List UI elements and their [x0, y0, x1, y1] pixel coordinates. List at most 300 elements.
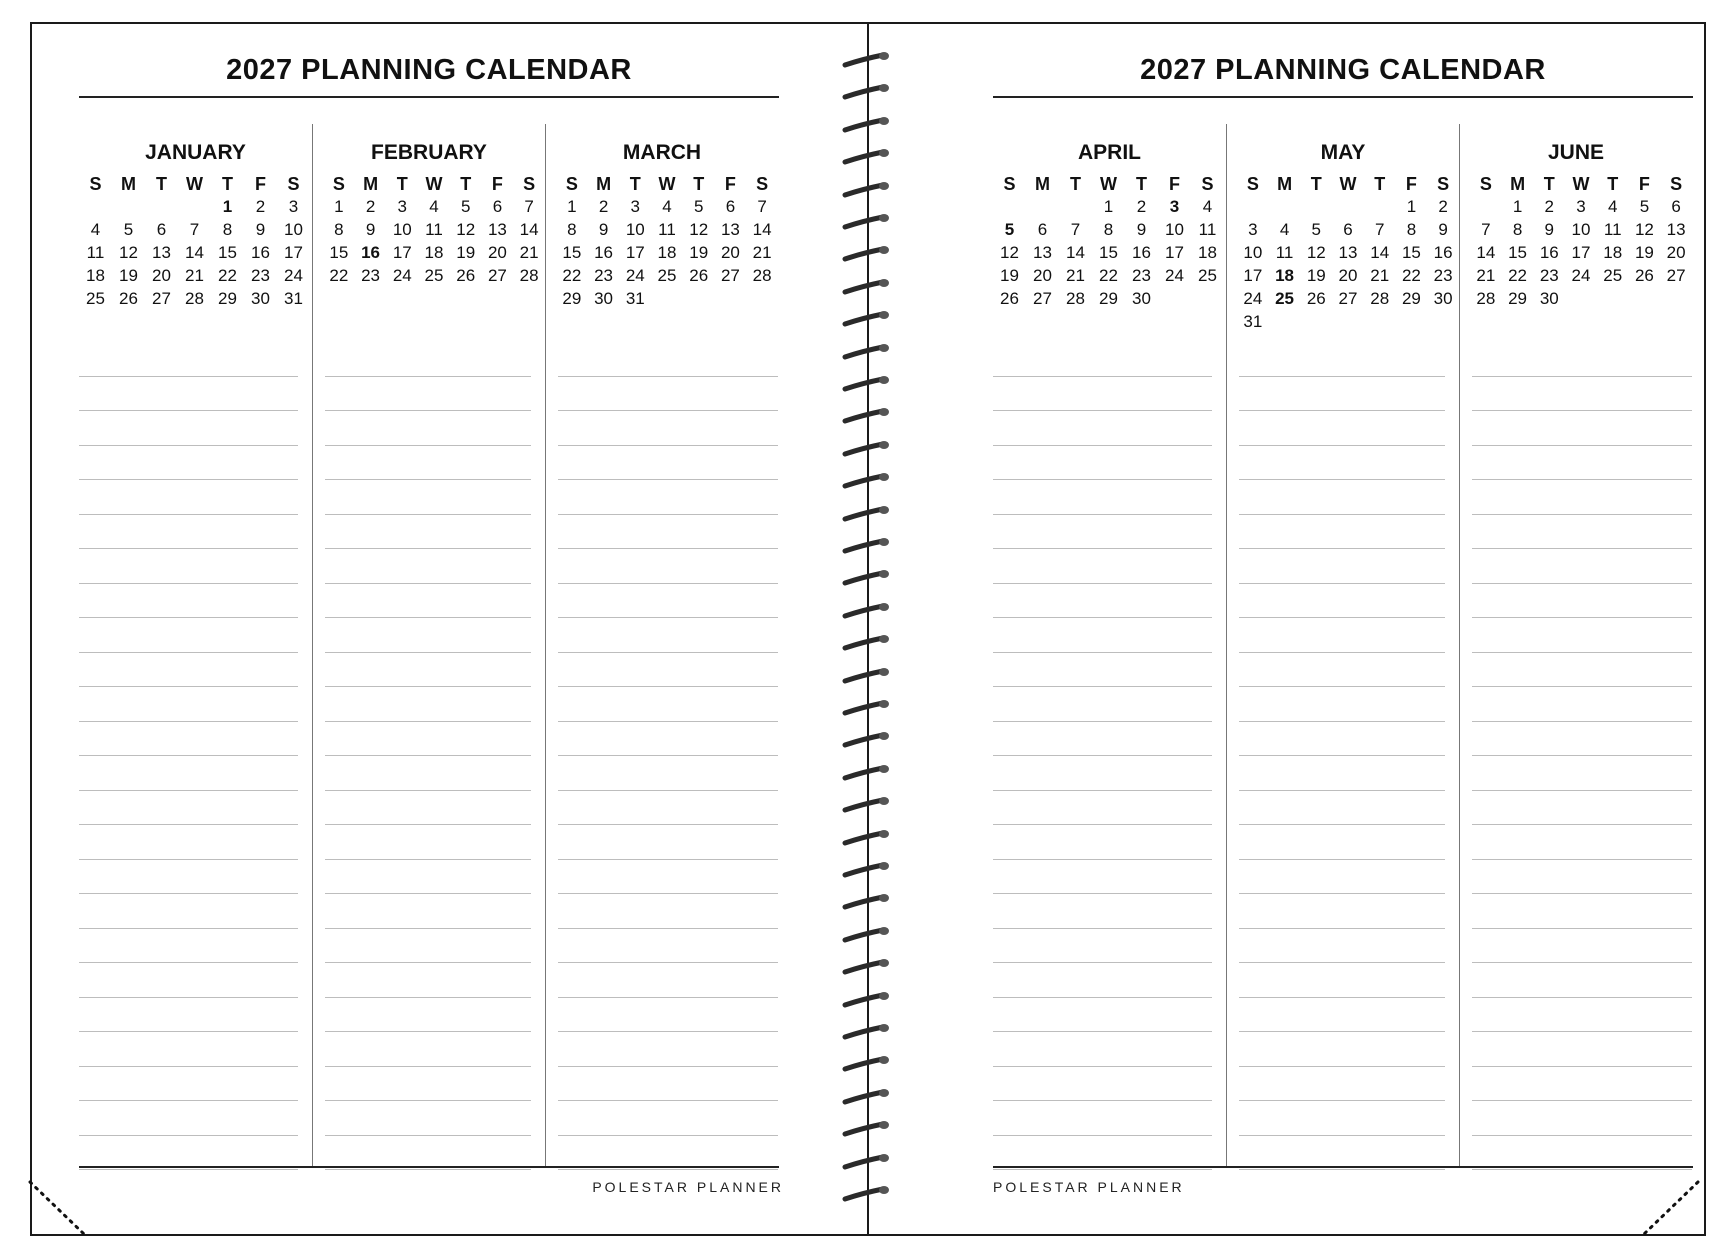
day-cell: 1	[334, 197, 344, 216]
day-cell: 16	[251, 243, 270, 262]
day-cell: 24	[625, 266, 645, 285]
note-line[interactable]	[325, 377, 531, 412]
day-cell	[1427, 310, 1459, 333]
note-line[interactable]	[1239, 791, 1445, 826]
day-cell: 18	[424, 243, 444, 262]
week-row	[556, 195, 778, 218]
weekday-label: T	[1543, 174, 1555, 194]
note-line[interactable]	[993, 860, 1212, 895]
spiral-ring	[841, 342, 891, 360]
note-line[interactable]	[993, 756, 1212, 791]
weekday-label: T	[222, 174, 233, 194]
note-line[interactable]	[325, 480, 531, 515]
spiral-ring	[841, 309, 891, 327]
day-cell: 2	[598, 197, 609, 216]
note-line[interactable]	[993, 618, 1212, 653]
spiral-ring	[841, 504, 891, 522]
spiral-ring	[841, 860, 891, 878]
note-line[interactable]	[325, 584, 531, 619]
note-line[interactable]	[558, 342, 778, 377]
week-row	[556, 241, 778, 264]
week-row	[993, 287, 1224, 310]
note-line[interactable]	[325, 722, 531, 757]
note-line[interactable]	[993, 1101, 1212, 1136]
day-cell: 28	[185, 289, 204, 308]
spiral-ring	[841, 795, 891, 813]
day-cell: 17	[1165, 243, 1184, 262]
note-line[interactable]	[1239, 687, 1445, 722]
day-cell: 31	[284, 289, 303, 308]
day-cell	[683, 287, 715, 310]
day-cell	[79, 195, 112, 218]
note-line[interactable]	[79, 825, 298, 860]
note-line[interactable]	[558, 929, 778, 964]
note-line[interactable]	[79, 377, 298, 412]
spiral-ring	[841, 1184, 891, 1202]
day-cell: 28	[1476, 289, 1496, 308]
note-line[interactable]	[1472, 618, 1692, 653]
note-line[interactable]	[79, 446, 298, 481]
note-line[interactable]	[1472, 480, 1692, 515]
weekday-label: M	[363, 174, 379, 194]
day-cell: 3	[1169, 197, 1180, 216]
week-row	[1470, 264, 1692, 287]
month-grid	[546, 195, 778, 335]
day-cell	[112, 195, 145, 218]
note-line[interactable]	[325, 963, 531, 998]
note-line[interactable]	[79, 860, 298, 895]
day-cell: 27	[1666, 266, 1686, 285]
day-cell: 25	[86, 289, 105, 308]
day-cell: 5	[460, 197, 471, 216]
week-row	[79, 241, 310, 264]
note-line[interactable]	[79, 756, 298, 791]
note-line[interactable]	[1472, 1136, 1692, 1171]
note-line[interactable]	[325, 791, 531, 826]
note-line[interactable]	[325, 1101, 531, 1136]
day-cell: 20	[152, 266, 171, 285]
day-cell: 20	[1033, 266, 1052, 285]
weekday-label: S	[1479, 174, 1492, 194]
note-line[interactable]	[558, 411, 778, 446]
note-line[interactable]	[325, 998, 531, 1033]
day-cell: 22	[329, 266, 349, 285]
day-cell: 30	[1132, 289, 1151, 308]
note-line[interactable]	[558, 377, 778, 412]
note-line[interactable]	[993, 1136, 1212, 1171]
week-row	[993, 264, 1224, 287]
note-line[interactable]	[1239, 860, 1445, 895]
day-cell: 15	[1099, 243, 1118, 262]
note-line[interactable]	[993, 894, 1212, 929]
note-line[interactable]	[1472, 515, 1692, 550]
week-row	[556, 264, 778, 287]
note-line[interactable]	[558, 1101, 778, 1136]
day-cell: 30	[1433, 289, 1453, 308]
weekday-label: T	[1070, 174, 1081, 194]
day-cell: 26	[1634, 266, 1654, 285]
note-line[interactable]	[993, 998, 1212, 1033]
day-cell	[1269, 310, 1301, 333]
day-cell: 14	[185, 243, 204, 262]
note-line[interactable]	[558, 653, 778, 688]
month-grid	[1460, 195, 1692, 335]
weekday-label: S	[523, 174, 536, 194]
weekday-label: S	[1201, 174, 1214, 194]
note-line[interactable]	[79, 618, 298, 653]
note-line[interactable]	[993, 446, 1212, 481]
note-line[interactable]	[1472, 929, 1692, 964]
spiral-ring	[841, 666, 891, 684]
note-line[interactable]	[1239, 411, 1445, 446]
note-line[interactable]	[79, 791, 298, 826]
day-cell: 21	[1476, 266, 1496, 285]
left-page	[32, 24, 870, 1234]
note-line[interactable]	[1239, 963, 1445, 998]
note-line[interactable]	[79, 894, 298, 929]
note-line[interactable]	[1239, 515, 1445, 550]
note-line[interactable]	[79, 929, 298, 964]
weekday-label: W	[425, 174, 443, 194]
note-line[interactable]	[558, 722, 778, 757]
note-line[interactable]	[1472, 653, 1692, 688]
note-line[interactable]	[993, 411, 1212, 446]
day-cell: 14	[1370, 243, 1390, 262]
day-cell	[1565, 287, 1597, 310]
note-line[interactable]	[1472, 963, 1692, 998]
note-line[interactable]	[1239, 1101, 1445, 1136]
note-line[interactable]	[993, 687, 1212, 722]
note-line[interactable]	[1472, 1067, 1692, 1102]
day-cell: 24	[392, 266, 412, 285]
note-line[interactable]	[79, 653, 298, 688]
note-line[interactable]	[558, 1067, 778, 1102]
note-line[interactable]	[79, 342, 298, 377]
day-cell: 7	[1070, 220, 1081, 239]
note-line[interactable]	[1239, 998, 1445, 1033]
note-line[interactable]	[1239, 377, 1445, 412]
note-line[interactable]	[1472, 549, 1692, 584]
months-container	[993, 124, 1693, 1168]
note-line[interactable]	[325, 894, 531, 929]
note-line[interactable]	[558, 549, 778, 584]
note-line[interactable]	[325, 342, 531, 377]
day-cell: 3	[288, 197, 299, 216]
note-line[interactable]	[1239, 1067, 1445, 1102]
note-line[interactable]	[558, 998, 778, 1033]
note-line[interactable]	[993, 963, 1212, 998]
spiral-ring	[841, 730, 891, 748]
spiral-ring	[841, 212, 891, 230]
note-line[interactable]	[1239, 584, 1445, 619]
note-line[interactable]	[325, 653, 531, 688]
note-line[interactable]	[1239, 1032, 1445, 1067]
week-row	[993, 218, 1224, 241]
note-line[interactable]	[1472, 825, 1692, 860]
day-cell: 24	[1571, 266, 1591, 285]
day-cell: 16	[1539, 243, 1559, 262]
spiral-ring	[841, 828, 891, 846]
month-grid	[993, 195, 1226, 335]
day-cell: 5	[693, 197, 704, 216]
spiral-ring	[841, 601, 891, 619]
note-line[interactable]	[79, 722, 298, 757]
day-cell	[1026, 195, 1059, 218]
day-cell: 27	[1338, 289, 1358, 308]
note-line[interactable]	[558, 687, 778, 722]
day-cell: 10	[1571, 220, 1591, 239]
day-cell: 15	[562, 243, 582, 262]
week-row	[1237, 264, 1459, 287]
day-cell: 18	[1275, 266, 1295, 285]
note-line[interactable]	[79, 1136, 298, 1171]
day-cell: 2	[1544, 197, 1555, 216]
day-cell: 12	[1306, 243, 1326, 262]
day-cell: 2	[1136, 197, 1147, 216]
spiral-ring	[841, 957, 891, 975]
note-line[interactable]	[325, 1032, 531, 1067]
note-line[interactable]	[79, 1101, 298, 1136]
day-cell: 20	[720, 243, 740, 262]
weekday-label: S	[565, 174, 578, 194]
note-line[interactable]	[558, 1032, 778, 1067]
note-line[interactable]	[993, 515, 1212, 550]
note-line[interactable]	[325, 687, 531, 722]
note-line[interactable]	[558, 894, 778, 929]
day-cell: 23	[594, 266, 614, 285]
week-row	[79, 287, 310, 310]
spiral-ring	[841, 439, 891, 457]
day-cell: 1	[222, 197, 233, 216]
note-line[interactable]	[1239, 342, 1445, 377]
note-line[interactable]	[993, 342, 1212, 377]
weekday-label: F	[1169, 174, 1180, 194]
note-line[interactable]	[993, 1032, 1212, 1067]
note-line[interactable]	[993, 825, 1212, 860]
note-line[interactable]	[325, 411, 531, 446]
day-cell	[651, 287, 683, 310]
weekday-label: W	[186, 174, 203, 194]
note-line[interactable]	[1472, 342, 1692, 377]
note-line[interactable]	[558, 756, 778, 791]
note-line[interactable]	[79, 687, 298, 722]
note-line[interactable]	[993, 722, 1212, 757]
note-line[interactable]	[1239, 618, 1445, 653]
note-line[interactable]	[325, 515, 531, 550]
note-line[interactable]	[79, 963, 298, 998]
note-line[interactable]	[1239, 549, 1445, 584]
note-line[interactable]	[1239, 446, 1445, 481]
spiral-ring	[841, 406, 891, 424]
note-line[interactable]	[993, 549, 1212, 584]
day-cell: 26	[1306, 289, 1326, 308]
note-line[interactable]	[1472, 1101, 1692, 1136]
week-row	[556, 287, 778, 310]
note-line[interactable]	[558, 618, 778, 653]
day-cell: 8	[222, 220, 233, 239]
spiral-ring	[841, 1054, 891, 1072]
day-cell: 26	[119, 289, 138, 308]
note-line[interactable]	[993, 377, 1212, 412]
note-line[interactable]	[325, 756, 531, 791]
day-cell: 14	[519, 220, 539, 239]
note-line[interactable]	[1239, 756, 1445, 791]
week-row	[1237, 218, 1459, 241]
spiral-ring	[841, 147, 891, 165]
note-line[interactable]	[79, 998, 298, 1033]
note-line[interactable]	[79, 515, 298, 550]
note-line[interactable]	[79, 480, 298, 515]
note-line[interactable]	[325, 860, 531, 895]
day-cell: 31	[1243, 312, 1263, 331]
note-line[interactable]	[558, 446, 778, 481]
note-line[interactable]	[325, 446, 531, 481]
note-line[interactable]	[1239, 722, 1445, 757]
note-line[interactable]	[79, 584, 298, 619]
note-line[interactable]	[558, 963, 778, 998]
day-cell: 21	[185, 266, 204, 285]
day-cell: 3	[1576, 197, 1586, 216]
day-cell: 26	[689, 266, 709, 285]
note-line[interactable]	[325, 929, 531, 964]
day-cell: 5	[123, 220, 134, 239]
day-cell: 29	[1508, 289, 1528, 308]
note-line[interactable]	[1239, 825, 1445, 860]
weekday-label: S	[89, 174, 102, 194]
right-page	[870, 24, 1706, 1234]
note-line[interactable]	[993, 791, 1212, 826]
note-line[interactable]	[325, 618, 531, 653]
note-line[interactable]	[558, 584, 778, 619]
note-line[interactable]	[993, 653, 1212, 688]
month-name: JANUARY	[145, 141, 246, 164]
note-line[interactable]	[1472, 894, 1692, 929]
note-line[interactable]	[1472, 687, 1692, 722]
note-line[interactable]	[1472, 722, 1692, 757]
spiral-ring	[841, 180, 891, 198]
day-cell: 12	[119, 243, 138, 262]
week-row	[323, 264, 545, 287]
note-line[interactable]	[993, 480, 1212, 515]
note-line[interactable]	[1472, 756, 1692, 791]
week-row	[1237, 195, 1459, 218]
day-cell: 3	[1248, 220, 1258, 239]
dotted-corner-icon	[1640, 1180, 1700, 1238]
day-cell: 8	[1512, 220, 1523, 239]
day-cell: 5	[1639, 197, 1650, 216]
day-cell: 30	[251, 289, 270, 308]
day-cell	[1300, 310, 1332, 333]
day-cell: 23	[361, 266, 381, 285]
day-cell: 3	[630, 197, 641, 216]
weekday-label: W	[1572, 174, 1590, 194]
note-line[interactable]	[1239, 653, 1445, 688]
note-line[interactable]	[1472, 446, 1692, 481]
day-cell: 15	[1508, 243, 1528, 262]
page-title: 2027 PLANNING CALENDAR	[226, 54, 632, 86]
weekday-header	[323, 164, 545, 195]
day-cell	[178, 195, 211, 218]
spiral-ring	[841, 471, 891, 489]
day-cell: 28	[752, 266, 772, 285]
note-line[interactable]	[993, 1067, 1212, 1102]
note-line[interactable]	[558, 515, 778, 550]
day-cell: 20	[1666, 243, 1686, 262]
note-line[interactable]	[1472, 791, 1692, 826]
day-cell: 15	[1401, 243, 1421, 262]
day-cell: 23	[1539, 266, 1559, 285]
bottom-rule	[79, 1166, 779, 1168]
day-cell: 2	[365, 197, 376, 216]
note-line[interactable]	[1239, 929, 1445, 964]
day-cell: 19	[456, 243, 476, 262]
day-cell	[1158, 287, 1191, 310]
spiral-ring	[841, 925, 891, 943]
note-line[interactable]	[1472, 377, 1692, 412]
note-line[interactable]	[79, 1067, 298, 1102]
note-lines	[1472, 342, 1692, 1170]
day-cell: 19	[1000, 266, 1019, 285]
day-cell: 4	[1607, 197, 1618, 216]
note-line[interactable]	[558, 825, 778, 860]
note-line[interactable]	[79, 549, 298, 584]
week-row	[79, 195, 310, 218]
note-line[interactable]	[325, 1136, 531, 1171]
note-line[interactable]	[1239, 1136, 1445, 1171]
note-line[interactable]	[325, 1067, 531, 1102]
note-line[interactable]	[558, 1136, 778, 1171]
day-cell: 16	[1433, 243, 1453, 262]
note-line[interactable]	[558, 480, 778, 515]
note-line[interactable]	[993, 584, 1212, 619]
weekday-label: T	[693, 174, 705, 194]
note-line[interactable]	[1239, 894, 1445, 929]
week-row	[323, 241, 545, 264]
title-rule	[79, 96, 779, 98]
note-line[interactable]	[558, 860, 778, 895]
note-line[interactable]	[558, 791, 778, 826]
note-line[interactable]	[1472, 411, 1692, 446]
day-cell: 15	[329, 243, 349, 262]
note-line[interactable]	[325, 549, 531, 584]
day-cell: 28	[519, 266, 539, 285]
weekday-header	[1470, 164, 1692, 195]
footer-brand: POLESTAR PLANNER	[592, 1179, 784, 1195]
note-line[interactable]	[79, 411, 298, 446]
weekday-label: M	[121, 174, 136, 194]
note-line[interactable]	[1472, 998, 1692, 1033]
month-april	[993, 124, 1226, 1168]
note-line[interactable]	[1472, 584, 1692, 619]
note-line[interactable]	[1472, 860, 1692, 895]
day-cell: 9	[255, 220, 266, 239]
day-cell: 22	[1099, 266, 1118, 285]
note-line[interactable]	[993, 929, 1212, 964]
note-line[interactable]	[325, 825, 531, 860]
day-cell: 28	[1066, 289, 1085, 308]
note-line[interactable]	[79, 1032, 298, 1067]
day-cell: 22	[218, 266, 237, 285]
spiral-ring	[841, 568, 891, 586]
day-cell: 19	[119, 266, 138, 285]
day-cell	[1364, 310, 1396, 333]
day-cell: 9	[1544, 220, 1555, 239]
note-line[interactable]	[1472, 1032, 1692, 1067]
day-cell: 6	[156, 220, 167, 239]
note-line[interactable]	[1239, 480, 1445, 515]
month-grid	[1227, 195, 1459, 335]
day-cell: 19	[1306, 266, 1326, 285]
